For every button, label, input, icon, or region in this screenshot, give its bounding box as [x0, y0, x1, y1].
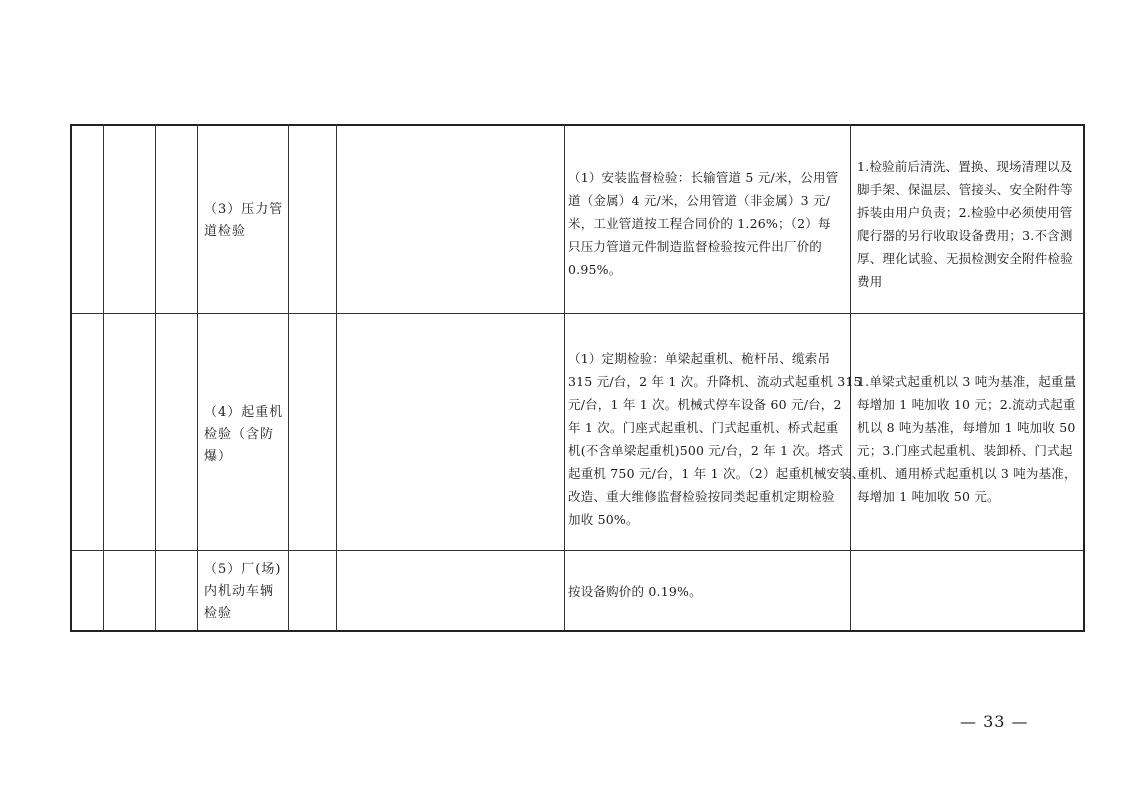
item-name-crane: （4）起重机 检验（含防 爆）: [204, 405, 284, 464]
fee-standard-pressure-pipe: （1）安装监督检验：长输管道 5 元/米，公用管 道（金属）4 元/米，公用管道（非金属）3 元/ 米，工业管道按工程合同价的 1.26%；（2）每 只压力管道元件制造监督检验按元件出厂价的 0.95%。: [568, 170, 839, 277]
fee-standard-in-plant-vehicle: 按设备购价的 0.19%。: [568, 584, 702, 599]
table-right-border: [1083, 124, 1085, 632]
table-bottom-border: [70, 630, 1085, 632]
remarks-pressure-pipe: 1.检验前后清洗、置换、现场清理以及 脚手架、保温层、管接头、安全附件等 拆装由用户负责；2.检验中必须使用管 爬行器的另行收取设备费用；3.不含测 厚、理化试验、无损检测安全附件检验 费用: [857, 159, 1073, 289]
column-divider: [288, 124, 289, 631]
remarks-crane: 1.单梁式起重机以 3 吨为基准，起重量 每增加 1 吨加收 10 元；2.流动式起重 机以 8 吨为基准，每增加 1 吨加收 50 元；3.门座式起重机、装卸桥、门式起 重机、通用桥式起重机以 3 吨为基准， 每增加 1 吨加收 50 元。: [857, 374, 1077, 504]
item-name-pressure-pipe: （3）压力管 道检验: [204, 202, 284, 239]
fee-standard-crane: （1）定期检验：单梁起重机、桅杆吊、缆索吊 315 元/台，2 年 1 次。升降机、流动式起重机 315 元/台，1 年 1 次。机械式停车设备 60 元/台，2 年 1 次。门座式起重机、门式起重机、桥式起重 机(不含单梁起重机)500 元/台，2 年 1 次。塔式 起重机 750 元/台，1 年 1 次。（2）起重机械安装、 改造、重大维修监督检验按同类起重机定期检验 加收 50%。: [568, 351, 865, 527]
row-separator: [70, 313, 1085, 314]
column-divider: [155, 124, 156, 631]
column-divider: [103, 124, 104, 631]
row-separator: [70, 550, 1085, 551]
column-divider: [197, 124, 198, 631]
page-number: — 33 —: [960, 712, 1029, 731]
item-name-in-plant-vehicle: （5）厂(场) 内机动车辆 检验: [204, 562, 282, 621]
column-divider: [564, 124, 565, 631]
column-divider: [336, 124, 337, 631]
table-top-border: [70, 124, 1085, 126]
table-left-border: [70, 124, 72, 632]
